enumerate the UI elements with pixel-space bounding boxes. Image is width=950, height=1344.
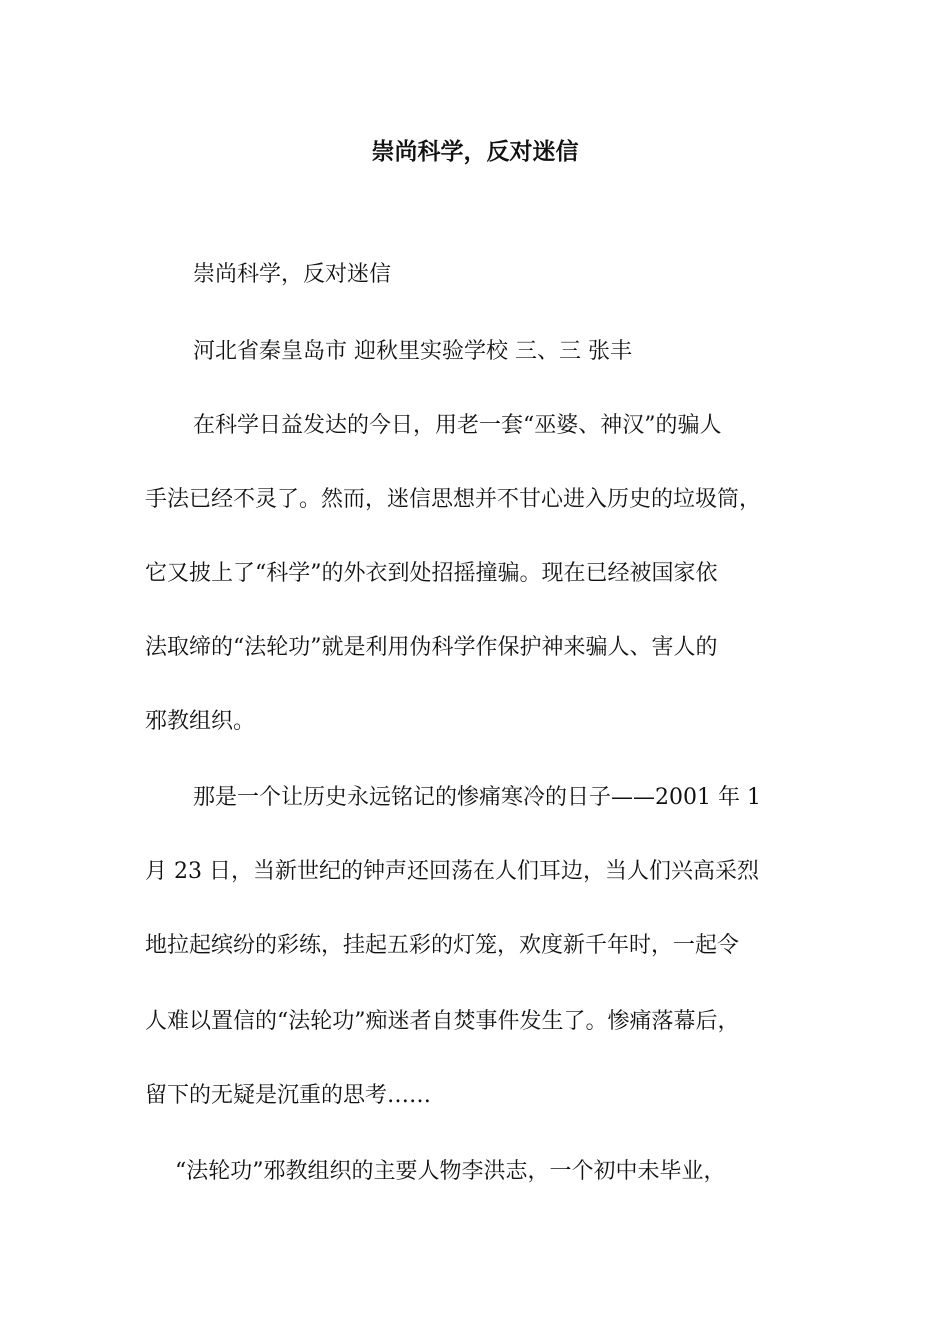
paragraph-2-line-3: 地拉起缤纷的彩练，挂起五彩的灯笼，欢度新千年时，一起令 bbox=[145, 933, 740, 958]
paragraph-2-line-5: 留下的无疑是沉重的思考…… bbox=[145, 1083, 432, 1108]
paragraph-2-line-2: 月 23 日，当新世纪的钟声还回荡在人们耳边，当人们兴高采烈 bbox=[145, 859, 759, 884]
document-title: 崇尚科学，反对迷信 bbox=[371, 139, 579, 165]
paragraph-1-line-2: 手法已经不灵了。然而，迷信思想并不甘心进入历史的垃圾筒， bbox=[145, 487, 762, 512]
paragraph-1-line-1: 在科学日益发达的今日，用老一套“巫婆、神汉”的骗人 bbox=[193, 413, 722, 438]
paragraph-1-line-3: 它又披上了“科学”的外衣到处招摇撞骗。现在已经被国家依 bbox=[145, 561, 718, 586]
paragraph-1-line-5: 邪教组织。 bbox=[145, 709, 256, 734]
paragraph-2-line-1: 那是一个让历史永远铭记的惨痛寒冷的日子——2001 年 1 bbox=[193, 785, 761, 810]
essay-heading: 崇尚科学，反对迷信 bbox=[193, 262, 392, 287]
paragraph-2-line-4: 人难以置信的“法轮功”痴迷者自焚事件发生了。惨痛落幕后， bbox=[145, 1009, 740, 1034]
author-line: 河北省秦皇岛市 迎秋里实验学校 三、三 张丰 bbox=[193, 339, 632, 364]
paragraph-1-line-4: 法取缔的“法轮功”就是利用伪科学作保护神来骗人、害人的 bbox=[145, 635, 718, 660]
paragraph-3-line-1: “法轮功”邪教组织的主要人物李洪志，一个初中未毕业， bbox=[175, 1159, 726, 1184]
